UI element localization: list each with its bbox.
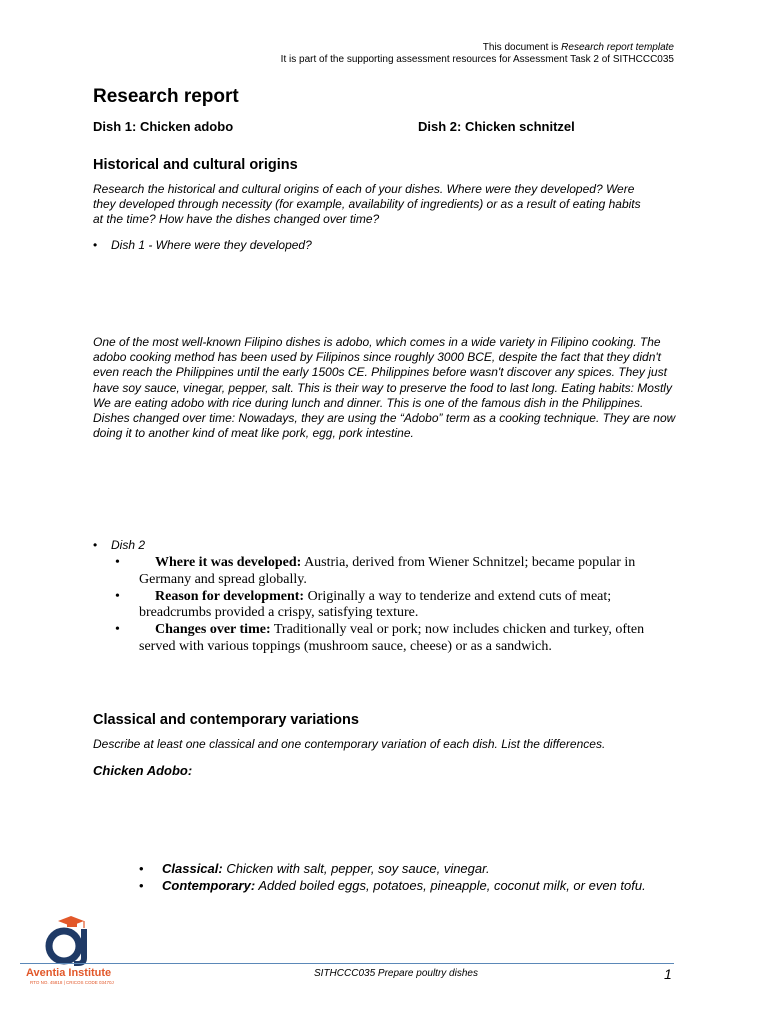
logo-institute-name: Aventia Institute [26,967,112,979]
variations-list [137,861,677,894]
dish-2-bullet: • Dish 2 [93,538,146,552]
bullet-icon: • [93,238,98,252]
chicken-adobo-subheading: Chicken Adobo: [93,763,193,778]
bullet-icon: • [139,861,144,876]
bullet-icon: • [115,588,120,604]
footer-divider [20,963,674,964]
list-item: • Changes over time: Traditionally veal or pork; now includes chicken and turkey, often served with various toppings (mushroom sauce, cheese) or as a sandwich. [115,622,645,654]
section-variations-instructions: Describe at least one classical and one contemporary variation of each dish. List the differences. [93,737,606,751]
dish-2-details-list [113,555,673,656]
dish-1-answer-paragraph: One of the most well-known Filipino dishes is adobo, which comes in a wide variety in Filipino cooking. The adobo cooking method has been used by Filipinos since roughly 3000 BCE, despite the fact that they didn't even reach the Philippines until the early 1500s CE. Philippines before wasn't discover any spices. They just have soy sauce, vinegar, pepper, salt. This is their way to preserve the food to last long. Eating habits: Mostly We are eating adobo with rice during lunch and dinner. This is one of the famous dish in the Philippines. Dishes changed over time: Nowadays, they are using the “Adobo” term as a cooking technique. They are now doing it to another kind of meat like pork, egg, pork intestine. [93,335,676,441]
bullet-icon: • [115,622,120,637]
document-header-line-2: It is part of the supporting assessment resources for Assessment Task 2 of SITHCCC035 [280,54,674,65]
section-origins-instructions: Research the historical and cultural origins of each of your dishes. Where were they developed? Were they developed through necessity (for example, availability of ingredients) or as a result of eating habits at the time? How have the dishes changed over time? [93,182,641,226]
list-item: • Contemporary: Added boiled eggs, potatoes, pineapple, coconut milk, or even tofu. [139,877,646,893]
list-item: • Reason for development: Originally a way to tenderize and extend cuts of meat; breadcrumbs provided a crispy, satisfying texture. [115,588,612,620]
footer-unit-name: SITHCCC035 Prepare poultry dishes [314,968,478,979]
page-title: Research report [93,86,239,107]
bullet-icon: • [93,538,98,552]
page-number: 1 [664,966,672,982]
section-heading-variations: Classical and contemporary variations [93,712,359,728]
section-heading-origins: Historical and cultural origins [93,157,298,173]
dish-2-heading: Dish 2: Chicken schnitzel [418,119,575,134]
bullet-icon: • [115,555,120,570]
list-item: • Where it was developed: Austria, derived from Wiener Schnitzel; became popular in Germany and spread globally. [115,555,636,587]
document-header-line-1: This document is Research report template [482,42,674,53]
list-item: • Classical: Chicken with salt, pepper, soy sauce, vinegar. [139,861,490,876]
dish-1-bullet: • Dish 1 - Where were they developed? [93,238,312,252]
dish-1-heading: Dish 1: Chicken adobo [93,119,234,134]
bullet-icon: • [139,877,144,893]
logo-registration-text: RTO NO. 45818 | CRICOS CODE 03470J [30,980,114,985]
